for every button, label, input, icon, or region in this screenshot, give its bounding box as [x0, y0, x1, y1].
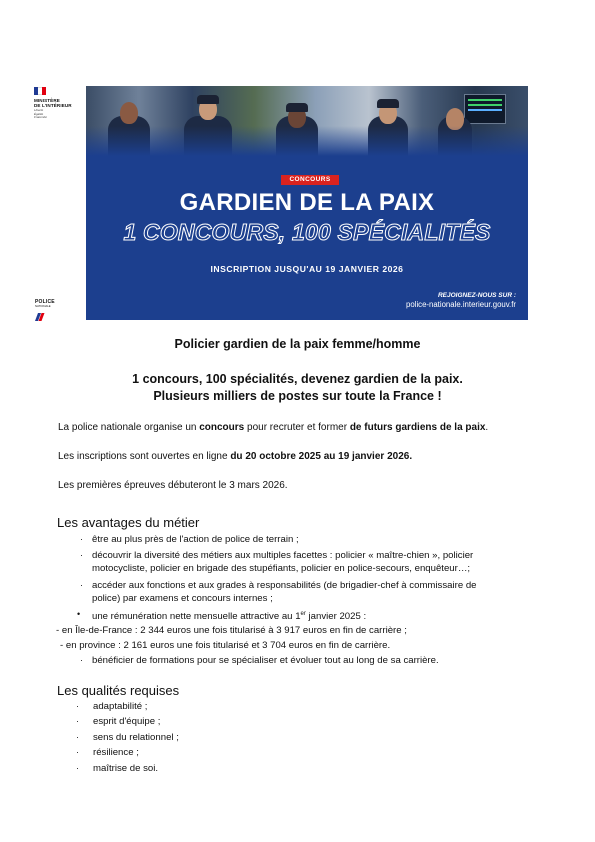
list-item: accéder aux fonctions et aux grades à responsabilités (de brigadier-chef à commissaire de	[92, 580, 477, 591]
ministere-name-line1: MINISTÈRE	[34, 98, 60, 103]
recruitment-banner	[86, 86, 528, 320]
banner-inscription-date: INSCRIPTION JUSQU'AU 19 JANVIER 2026	[210, 264, 404, 274]
section-title-avantages: Les avantages du métier	[57, 515, 200, 530]
section-title-qualites: Les qualités requises	[57, 683, 180, 698]
page-title: Policier gardien de la paix femme/homme	[174, 337, 421, 351]
banner-subtitle: 1 CONCOURS, 100 SPÉCIALITÉS	[123, 219, 491, 245]
ministere-motto-1: Liberté	[34, 108, 44, 112]
ministere-logo	[34, 87, 78, 120]
list-bullet: ·	[80, 655, 83, 665]
list-bullet: ·	[80, 550, 83, 560]
list-item: sens du relationnel ;	[93, 732, 179, 743]
list-bullet: ·	[76, 732, 79, 742]
list-item: maîtrise de soi.	[93, 763, 159, 774]
text-run: pour recruter et former	[244, 422, 350, 433]
remuneration-province: - en province : 2 161 euros une fois titularisé et 3 704 euros en fin de carrière.	[60, 640, 391, 651]
banner-website-link[interactable]: police-nationale.interieur.gouv.fr	[406, 300, 516, 309]
superscript: er	[300, 611, 306, 617]
subheading-line-1: 1 concours, 100 spécialités, devenez gardien de la paix.	[132, 372, 463, 386]
text-run: janvier 2025 :	[305, 611, 367, 623]
list-item-continuation: motocycliste, policier en brigade des stupéfiants, policier en police-secours, enquêteur…;	[92, 563, 471, 574]
ministere-motto-3: Fraternité	[34, 115, 47, 120]
text-run: Les inscriptions sont ouvertes en ligne	[58, 451, 231, 462]
paragraph-inscriptions	[58, 451, 412, 463]
police-stripes-icon	[35, 313, 45, 321]
french-flag-icon	[34, 87, 46, 95]
list-item-continuation: police) par examens et concours internes ;	[92, 593, 273, 604]
concours-tag: CONCOURS	[281, 175, 339, 185]
text-run-bold: de futurs gardiens de la paix	[349, 422, 486, 433]
text-run: La police nationale organise un	[58, 422, 200, 433]
paragraph-epreuves: Les premières épreuves débuteront le 3 mars 2026.	[58, 480, 288, 491]
officers-photo	[86, 86, 528, 156]
list-item: être au plus près de l'action de police de terrain ;	[92, 534, 299, 545]
banner-join-label: REJOIGNEZ-NOUS SUR :	[437, 292, 516, 299]
banner-title: GARDIEN DE LA PAIX	[179, 189, 435, 216]
list-item: esprit d'équipe ;	[93, 716, 161, 727]
list-bullet: ·	[76, 701, 79, 711]
subheading-line-2: Plusieurs milliers de postes sur toute la France !	[153, 389, 442, 403]
list-bullet: ·	[76, 747, 79, 757]
list-bullet: ·	[76, 763, 79, 773]
list-item: adaptabilité ;	[93, 701, 148, 712]
police-nationale-logo	[35, 300, 65, 326]
text-run: une rémunération nette mensuelle attractive au 1	[92, 611, 301, 623]
list-bullet: ·	[80, 534, 83, 544]
list-bullet: •	[77, 609, 81, 619]
police-logo-sub: NATIONALE	[35, 304, 51, 308]
list-bullet: ·	[76, 716, 79, 726]
police-logo-word: POLICE	[35, 299, 55, 305]
list-item-remuneration	[92, 608, 366, 623]
text-run: .	[485, 422, 489, 433]
ministere-motto-2: Égalité	[34, 111, 44, 116]
text-run-bold: concours	[199, 422, 245, 433]
list-item: découvrir la diversité des métiers aux multiples facettes : policier « maître-chien », policier	[92, 550, 474, 561]
list-item: résilience ;	[93, 747, 139, 758]
paragraph-concours	[58, 422, 488, 434]
ministere-name-line2: DE L'INTÉRIEUR	[34, 103, 72, 108]
text-run-bold: du 20 octobre 2025 au 19 janvier 2026.	[230, 451, 413, 462]
list-item: bénéficier de formations pour se spécialiser et évoluer tout au long de sa carrière.	[92, 655, 439, 666]
list-bullet: ·	[80, 580, 83, 590]
remuneration-idf: - en Île-de-France : 2 344 euros une fois titularisé à 3 917 euros en fin de carrière ;	[56, 625, 407, 636]
